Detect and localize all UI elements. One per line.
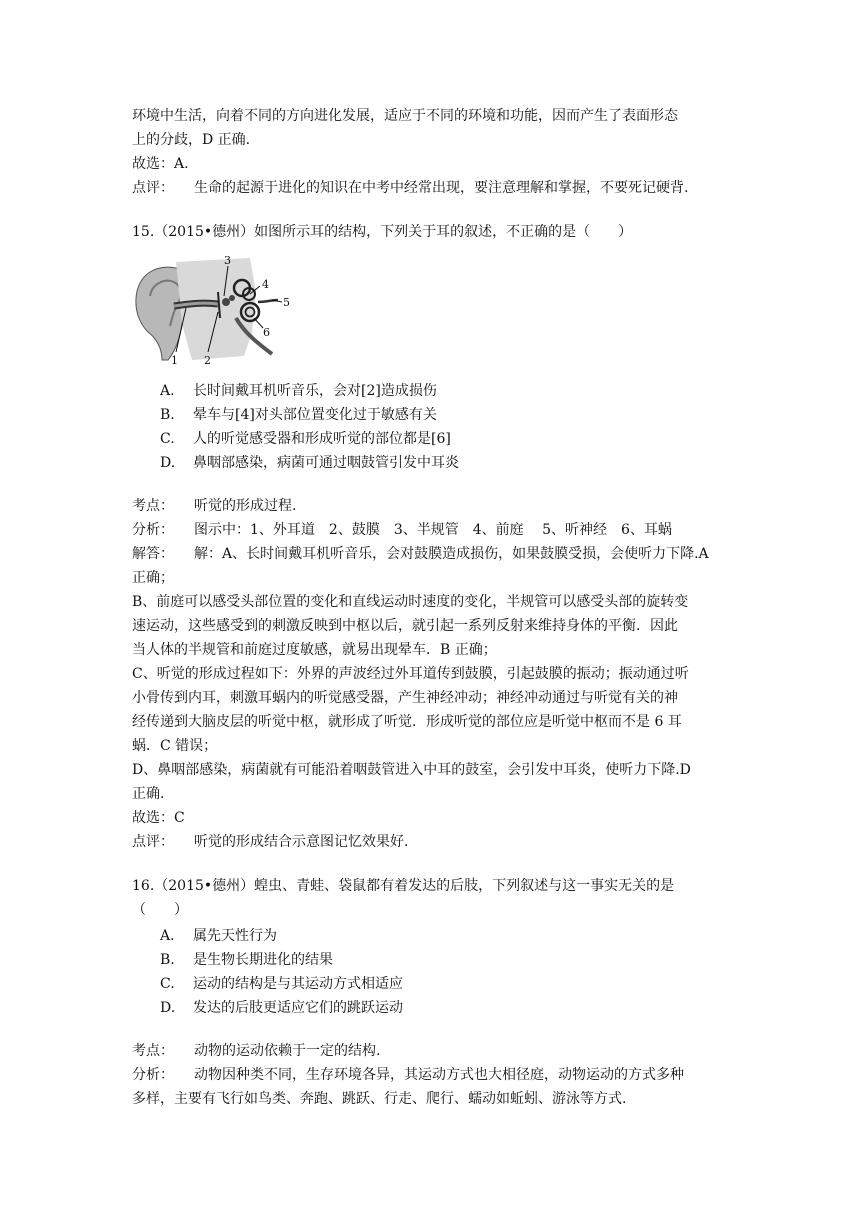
question-16-stem: （ ）: [132, 902, 188, 918]
comment-text: 生命的起源于进化的知识在中考中经常出现，要注意理解和掌握，不要死记硬背.: [194, 180, 689, 196]
comment-label: 点评：: [132, 180, 174, 196]
figure-label-4: 4: [262, 278, 269, 291]
q15-solution-line: C、听觉的形成过程如下：外界的声波经过外耳道传到鼓膜，引起鼓膜的振动；振动通过听: [132, 666, 689, 682]
q15-answer-line: 故选：C: [132, 810, 185, 826]
q15-option-c: C. 人的听觉感受器和形成听觉的部位都是[6]: [160, 431, 451, 447]
q16-analysis-line: 多样，主要有飞行如鸟类、奔跑、跳跃、行走、爬行、蠕动如蚯蚓、游泳等方式.: [132, 1091, 627, 1107]
q16-option-c: C. 运动的结构是与其运动方式相适应: [160, 976, 403, 992]
paragraph-line: 环境中生活，向着不同的方向进化发展，适应于不同的环境和功能，因而产生了表面形态: [132, 108, 678, 124]
q15-solution-line: 解答： 解：A、长时间戴耳机听音乐，会对鼓膜造成损伤，如果鼓膜受损，会使听力下降.A: [132, 546, 709, 562]
q15-comment-line: 点评： 听觉的形成结合示意图记忆效果好.: [132, 834, 409, 850]
figure-label-2: 2: [204, 354, 211, 367]
q15-analysis-line: 分析： 图示中：1、外耳道 2、鼓膜 3、半规管 4、前庭 5、听神经 6、耳蜗: [132, 522, 672, 538]
q15-option-a: A. 长时间戴耳机听音乐，会对[2]造成损伤: [160, 383, 437, 399]
q15-solution-line: 速运动，这些感受到的刺激反映到中枢以后，就引起一系列反射来维持身体的平衡．因此: [132, 618, 678, 634]
q15-solution-line: B、前庭可以感受头部位置的变化和直线运动时速度的变化，半规管可以感受头部的旋转变: [132, 594, 689, 610]
q16-analysis-line: 分析： 动物因种类不同，生存环境各异，其运动方式也大相径庭，动物运动的方式多种: [132, 1067, 684, 1083]
q16-option-a: A. 属先天性行为: [160, 928, 277, 944]
q15-solution-line: 蜗．C 错误；: [132, 738, 218, 754]
paragraph-line: 上的分歧，D 正确.: [132, 132, 251, 148]
q15-solution-line: 经传递到大脑皮层的听觉中枢，就形成了听觉．形成听觉的部位应是听觉中枢而不是 6 耳: [132, 714, 682, 730]
q16-option-d: D. 发达的后肢更适应它们的跳跃运动: [160, 1000, 403, 1016]
q15-option-b: B. 晕车与[4]对头部位置变化过于敏感有关: [160, 407, 437, 423]
q15-solution-line: 当人体的半规管和前庭过度敏感，就易出现晕车．B 正确；: [132, 642, 497, 658]
q15-solution-line: D、鼻咽部感染，病菌就有可能沿着咽鼓管进入中耳的鼓室，会引发中耳炎，使听力下降.D: [132, 762, 691, 778]
q16-option-b: B. 是生物长期进化的结果: [160, 952, 333, 968]
q15-option-d: D. 鼻咽部感染，病菌可通过咽鼓管引发中耳炎: [160, 455, 459, 471]
figure-label-5: 5: [283, 296, 290, 309]
ear-structure-figure: [132, 252, 292, 368]
answer-line: 故选：A.: [132, 156, 189, 172]
figure-label-6: 6: [263, 326, 270, 339]
q15-solution-line: 正确.: [132, 786, 165, 802]
comment-line: [132, 178, 688, 198]
q16-point-line: 考点： 动物的运动依赖于一定的结构.: [132, 1043, 381, 1059]
figure-label-1: 1: [171, 354, 178, 367]
q15-point-line: 考点： 听觉的形成过程.: [132, 498, 297, 514]
question-15-stem: 15.（2015•德州）如图所示耳的结构，下列关于耳的叙述，不正确的是（ ）: [132, 224, 633, 240]
q15-solution-line: 小骨传到内耳，刺激耳蜗内的听觉感受器，产生神经冲动；神经冲动通过与听觉有关的神: [132, 690, 678, 706]
figure-label-3: 3: [224, 254, 231, 267]
q15-solution-line: 正确；: [132, 570, 174, 586]
question-16-stem: 16.（2015•德州）蝗虫、青蛙、袋鼠都有着发达的后肢，下列叙述与这一事实无关的是: [132, 878, 675, 894]
